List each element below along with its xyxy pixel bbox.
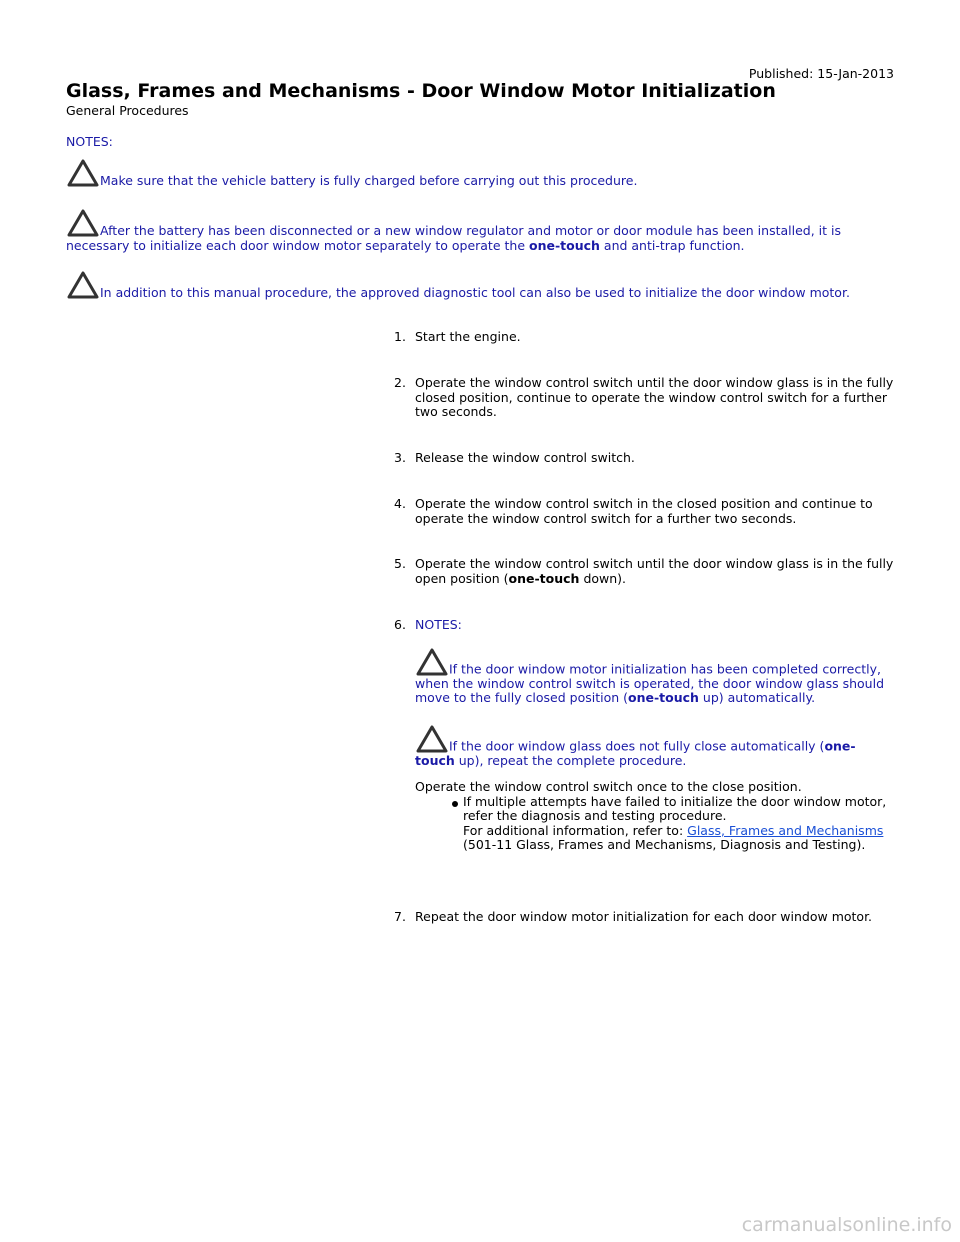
step-number: 7. [394, 909, 406, 924]
caution-icon [415, 724, 449, 754]
step-1 [394, 330, 894, 345]
caution-icon [66, 158, 100, 188]
page-subtitle: General Procedures [66, 103, 189, 118]
keyword-one-touch: one-touch [508, 570, 580, 586]
step-text-part: Operate the window control switch until the door window glass is in the fully open position ( [415, 556, 894, 586]
note-text: After the battery has been disconnected or a new window regulator and motor or door module has been installed, it is necessary to initialize each door window motor separately to operate the [66, 223, 842, 253]
note-text: and anti-trap function. [599, 238, 745, 253]
bullet-text: If multiple attempts have failed to initialize the door window motor, refer the diagnosis and testing procedure. [463, 793, 887, 823]
keyword-one-touch: one-touch [529, 238, 600, 253]
note-text: In addition to this manual procedure, the approved diagnostic tool can also be used to initialize the door window motor. [100, 285, 850, 300]
step-number: 5. [394, 556, 406, 571]
step-3 [394, 451, 894, 466]
watermark: carmanualsonline.info [741, 1214, 952, 1236]
step-text-part: down). [579, 570, 627, 586]
caution-icon [66, 208, 100, 238]
step-number: 2. [394, 375, 406, 390]
bullet-dot [452, 801, 458, 807]
keyword-one-touch: one-touch [415, 738, 856, 768]
note-diagnostic-tool [66, 270, 896, 300]
note-text: up) automatically. [698, 690, 816, 705]
reference-prefix: For additional information, refer to: [463, 822, 688, 838]
list-item [415, 795, 894, 853]
note-text: If the door window motor initialization has been completed correctly, when the window control switch is operated, the door window glass should move to the fully closed position ( [415, 661, 885, 705]
step-text: Repeat the door window motor initialization for each door window motor. [415, 909, 873, 924]
caution-icon [66, 270, 100, 300]
note-text: up), repeat the complete procedure. [454, 752, 687, 768]
step-text: Operate the window control switch in the closed position and continue to operate the window control switch for a further two seconds. [415, 496, 873, 526]
notes-label: NOTES: [66, 134, 113, 149]
note-text: Make sure that the vehicle battery is fully charged before carrying out this procedure. [100, 173, 638, 188]
published-date: Published: 15-Jan-2013 [748, 66, 894, 81]
step-text: Operate the window control switch until the door window glass is in the fully closed position, continue to operate the window control switch for a further two seconds. [415, 375, 894, 419]
reference-suffix: (501-11 Glass, Frames and Mechanisms, Diagnosis and Testing). [463, 837, 866, 852]
caution-icon [415, 647, 449, 677]
step-number: 4. [394, 496, 406, 511]
keyword-one-touch: one-touch [628, 690, 699, 705]
step-instruction: Operate the window control switch once to the close position. [415, 779, 802, 794]
step-6 [394, 618, 894, 853]
step-number: 1. [394, 329, 406, 344]
note-initialize [66, 208, 896, 253]
step-7 [394, 910, 894, 925]
step-text: Release the window control switch. [415, 450, 635, 465]
step-note-repeat [415, 724, 894, 769]
page-title: Glass, Frames and Mechanisms - Door Window Motor Initialization [66, 80, 776, 102]
reference-line [463, 824, 894, 853]
step-4 [394, 497, 894, 526]
step-text: Start the engine. [415, 329, 521, 344]
step-text [415, 557, 894, 586]
step-notes-label: NOTES: [415, 617, 462, 632]
note-battery [66, 158, 896, 188]
step-2 [394, 376, 894, 420]
step-number: 3. [394, 450, 406, 465]
note-text: If the door window glass does not fully close automatically ( [449, 738, 825, 753]
reference-link[interactable]: Glass, Frames and Mechanisms [687, 822, 884, 838]
step-number: 6. [394, 617, 406, 632]
step-note-initialized [415, 647, 894, 706]
step-5 [394, 557, 894, 586]
